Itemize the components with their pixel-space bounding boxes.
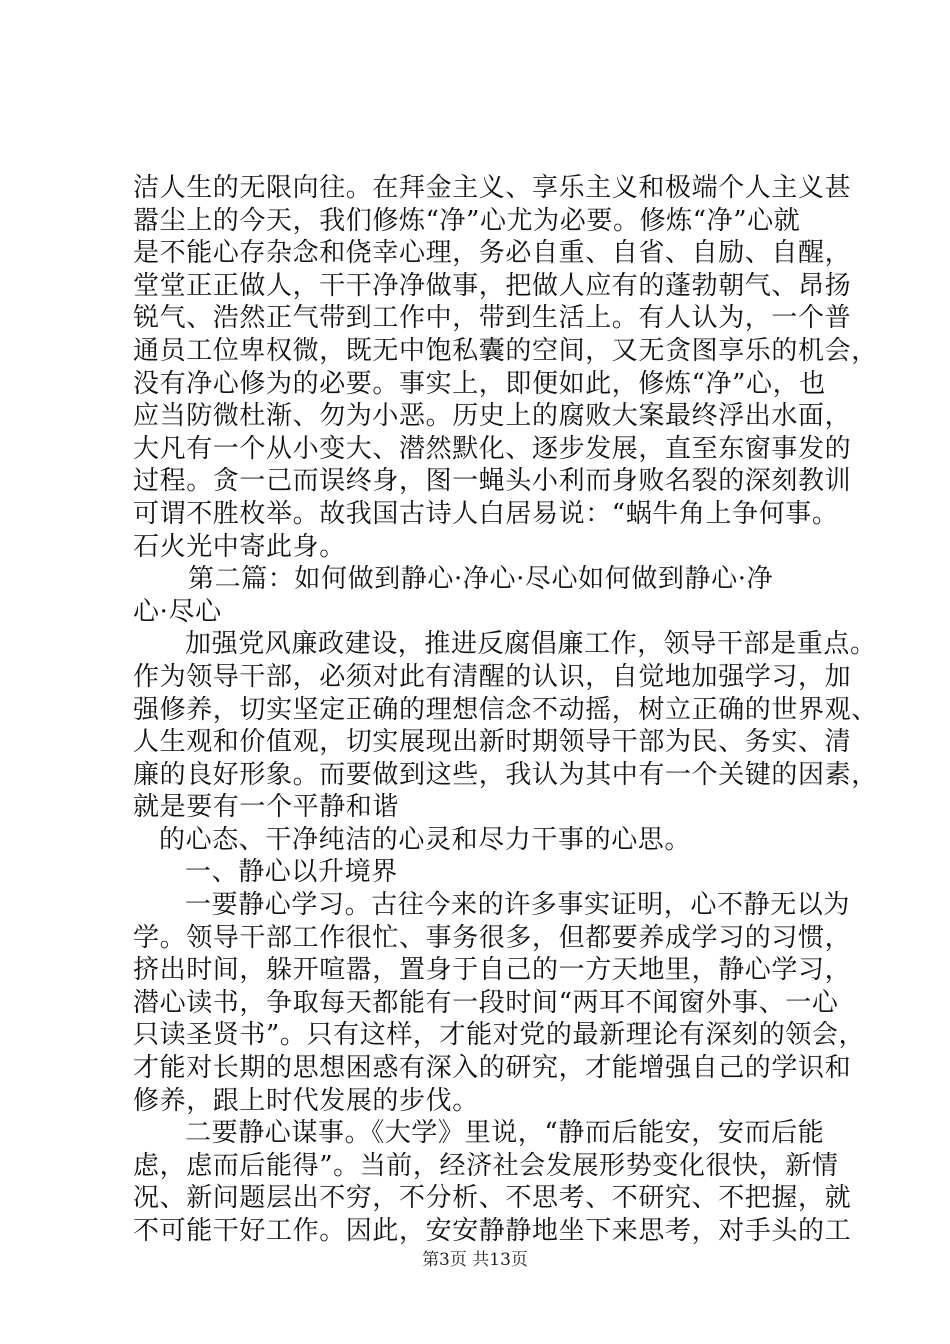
page-footer: 第3页 共13页 [422,1250,528,1270]
paragraph-1 [133,172,878,563]
text-line: 应当防微杜渐、勿为小恶。历史上的腐败大案最终浮出水面， [133,401,852,432]
text-line: 石火光中寄此身。 [133,531,346,562]
section-heading [133,563,833,628]
text-line: 加强党风廉政建设，推进反腐倡廉工作，领导干部是重点。 [185,629,877,660]
paragraph-3 [133,824,833,889]
text-line: 人生观和价值观，切实展现出新时期领导干部为民、务实、清 [133,727,852,758]
document-body [133,172,878,1248]
text-line: 廉的良好形象。而要做到这些，我认为其中有一个关键的因素， [133,759,878,790]
text-line: 可谓不胜枚举。故我国古诗人白居易说：“蜗牛角上争何事。 [133,498,839,529]
text-line: 的心态、干净纯洁的心灵和尽力干事的心思。 [159,824,692,855]
text-line: 虑，虑而后能得”。当前，经济社会发展形势变化很快，新情 [133,1150,839,1181]
text-line: 只读圣贤书”。只有这样，才能对党的最新理论有深刻的领会， [133,1020,866,1051]
text-line: 过程。贪一己而误终身，图一蝇头小利而身败名裂的深刻教训 [133,466,852,497]
heading-line: 心·尽心 [133,596,222,627]
text-line: 挤出时间，躲开喧嚣，置身于自己的一方天地里，静心学习， [133,955,852,986]
text-line: 修养，跟上时代发展的步伐。 [133,1085,479,1116]
text-line: 大凡有一个从小变大、潜然默化、逐步发展，直至东窗事发的 [133,433,852,464]
text-line: 潜心读书，争取每天都能有一段时间“两耳不闻窗外事、一心 [133,987,839,1018]
text-line: 堂堂正正做人，干干净净做事，把做人应有的蓬勃朝气、昂扬 [133,270,852,301]
paragraph-5 [133,1117,852,1247]
text-line: 才能对长期的思想困惑有深入的研究，才能增强自己的学识和 [133,1053,852,1084]
subheading-line: 一、静心以升境界 [185,857,398,888]
text-line: 况、新问题层出不穷，不分析、不思考、不研究、不把握，就 [133,1183,852,1214]
text-line: 通员工位卑权微，既无中饱私囊的空间，又无贪图享乐的机会， [133,335,878,366]
text-line: 锐气、浩然正气带到工作中，带到生活上。有人认为，一个普 [133,303,852,334]
text-line: 一要静心学习。古往今来的许多事实证明，心不静无以为 [185,890,851,921]
text-line: 嚣尘上的今天，我们修炼“净”心尤为必要。修炼“净”心就 [133,205,801,236]
text-line: 就是要有一个平静和谐 [133,792,400,823]
paragraph-4 [133,889,866,1117]
text-line: 不可能干好工作。因此，安安静静地坐下来思考，对手头的工 [133,1216,852,1246]
paragraph-2 [133,628,878,824]
text-line: 是不能心存杂念和侥幸心理，务必自重、自省、自励、自醒， [133,238,852,269]
text-line: 强修养，切实坚定正确的理想信念不动摇，树立正确的世界观、 [133,694,878,725]
text-line: 学。领导干部工作很忙、事务很多，但都要养成学习的习惯， [133,922,852,953]
heading-line: 第二篇：如何做到静心·净心·尽心如何做到静心·净 [188,564,774,595]
text-line: 二要静心谋事。《大学》里说，“静而后能安，安而后能 [185,1118,825,1149]
text-line: 作为领导干部，必须对此有清醒的认识，自觉地加强学习，加 [133,661,852,692]
text-line: 没有净心修为的必要。事实上，即便如此，修炼“净”心，也 [133,368,826,399]
text-line: 洁人生的无限向往。在拜金主义、享乐主义和极端个人主义甚 [133,173,852,203]
